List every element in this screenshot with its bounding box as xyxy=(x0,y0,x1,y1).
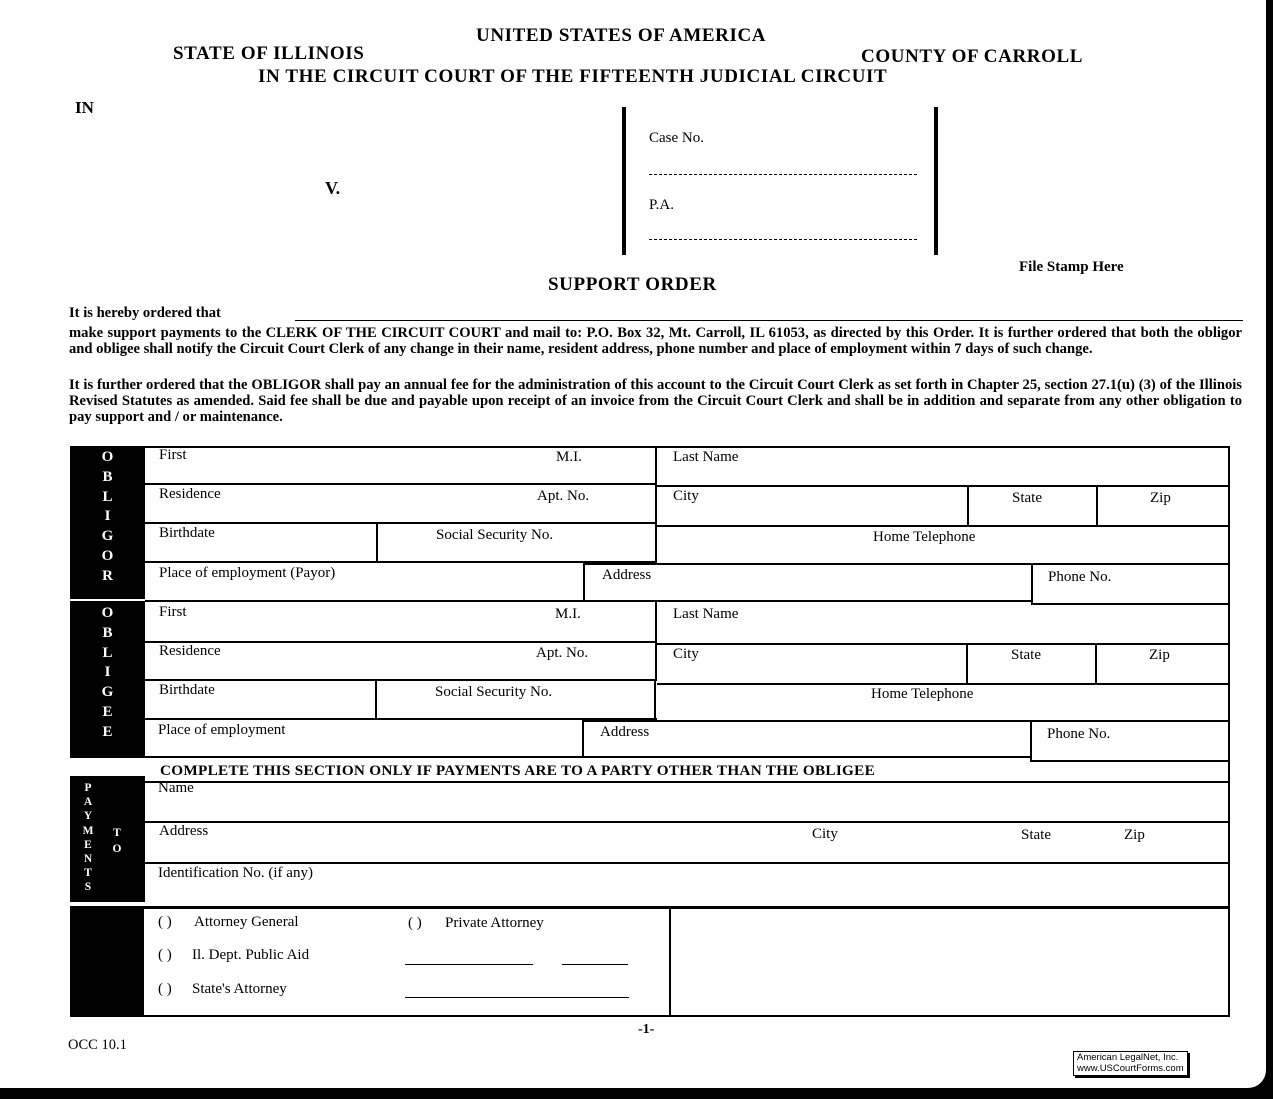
obligee-address-label: Address xyxy=(600,724,650,740)
attorney-name-line[interactable] xyxy=(405,964,533,965)
obligee-phone-label: Phone No. xyxy=(1047,726,1111,742)
payments-side-letter: P xyxy=(84,782,92,794)
obligee-ssn-label: Social Security No. xyxy=(435,684,553,700)
obligee-residence-label: Residence xyxy=(159,643,221,659)
to-side-letter: T xyxy=(113,827,121,839)
publisher-badge xyxy=(1073,1051,1188,1076)
obligee-last-name-label: Last Name xyxy=(673,606,739,622)
attorney-number-line[interactable] xyxy=(562,964,628,965)
obligor-apt-label: Apt. No. xyxy=(537,488,590,504)
obligee-divider xyxy=(966,643,968,685)
obligee-side-letter: E xyxy=(102,723,113,740)
obligor-zip-label: Zip xyxy=(1150,490,1171,506)
obligee-side-letter: O xyxy=(101,605,114,621)
public-aid-label: Il. Dept. Public Aid xyxy=(192,947,310,963)
attorney-general-checkbox[interactable]: ( ) xyxy=(158,914,172,930)
obligor-ssn-label: Social Security No. xyxy=(436,527,554,543)
case-box-left-rule xyxy=(622,107,626,255)
obligee-side-letter: E xyxy=(102,703,113,720)
obligor-residence-label: Residence xyxy=(159,486,221,502)
obligor-rule xyxy=(1031,603,1229,605)
payments-side-letter: N xyxy=(83,853,93,866)
file-stamp-label: File Stamp Here xyxy=(1019,259,1124,275)
obligee-rule xyxy=(657,683,1229,685)
obligor-divider xyxy=(376,522,378,562)
obligee-employment-label: Place of employment xyxy=(158,722,286,738)
ordered-that-text: It is hereby ordered that xyxy=(69,305,221,321)
obligee-birthdate-label: Birthdate xyxy=(159,682,215,698)
obligor-address-label: Address xyxy=(602,567,652,583)
obligor-side-letter: L xyxy=(102,488,113,505)
pa-label: P.A. xyxy=(649,197,675,213)
obligee-divider xyxy=(654,679,656,722)
ordered-party-field[interactable] xyxy=(295,320,1243,321)
obligee-divider xyxy=(655,601,657,681)
obligor-divider xyxy=(1031,563,1033,605)
obligor-divider xyxy=(967,485,969,527)
obligee-rule xyxy=(145,718,657,720)
payee-city-label: City xyxy=(812,826,838,842)
obligor-rule xyxy=(145,600,1033,602)
private-attorney-label: Private Attorney xyxy=(445,915,544,931)
obligee-home-tel-label: Home Telephone xyxy=(871,686,974,702)
attorney-signature-line[interactable] xyxy=(405,997,629,998)
versus-label: V. xyxy=(325,178,341,198)
obligor-home-tel-label: Home Telephone xyxy=(873,529,976,545)
attorney-bottom-rule xyxy=(70,1015,1229,1017)
obligee-rule xyxy=(145,641,655,643)
publisher-website: www.USCourtForms.com xyxy=(1077,1062,1184,1074)
obligee-rule xyxy=(1030,760,1229,762)
payment-instructions: make support payments to the CLERK OF THE CIRCUIT COURT and mail to: P.O. Box 32, Mt. Carroll, IL 61053, as directed by this Order. It is further ordered that both the obligor and obligee shall notify the Circuit Court Clerk of any change in their name, resident address, phone number and place of employment within 7 days of such change. xyxy=(69,325,1242,358)
case-box-right-rule xyxy=(934,107,938,255)
payments-side-letter: T xyxy=(84,867,92,880)
to-side-letter: O xyxy=(112,843,122,855)
obligee-divider xyxy=(582,718,584,758)
pa-field[interactable] xyxy=(649,239,917,240)
obligor-side-label xyxy=(70,448,145,587)
case-no-field[interactable] xyxy=(649,174,917,175)
county-heading: COUNTY OF CARROLL xyxy=(861,46,1084,67)
obligor-employment-label: Place of employment (Payor) xyxy=(159,565,336,581)
obligee-city-label: City xyxy=(673,646,699,662)
payee-zip-label: Zip xyxy=(1124,827,1145,843)
obligee-side-label xyxy=(70,604,145,743)
payments-side-letter: Y xyxy=(83,810,93,823)
obligor-side-letter: R xyxy=(102,567,113,584)
obligor-top-rule xyxy=(145,446,1229,448)
document-title: SUPPORT ORDER xyxy=(548,274,717,295)
obligee-divider xyxy=(1095,643,1097,685)
payments-side-letter: S xyxy=(84,881,92,894)
case-no-label: Case No. xyxy=(649,130,704,146)
payments-side-letter: A xyxy=(83,796,93,809)
obligor-side-letter: B xyxy=(102,468,113,485)
attorney-general-label: Attorney General xyxy=(194,914,299,930)
obligor-rule xyxy=(145,522,657,524)
obligor-side-letter: O xyxy=(101,449,114,465)
obligor-rule xyxy=(583,563,1229,565)
payments-rule xyxy=(145,862,1229,864)
obligor-last-name-label: Last Name xyxy=(673,449,739,465)
payee-name-label: Name xyxy=(158,780,194,796)
obligor-phone-label: Phone No. xyxy=(1048,569,1112,585)
obligee-rule xyxy=(582,720,1229,722)
obligee-zip-label: Zip xyxy=(1149,647,1170,663)
payments-side-letter: E xyxy=(84,838,92,851)
payments-notice: COMPLETE THIS SECTION ONLY IF PAYMENTS ARE TO A PARTY OTHER THAN THE OBLIGEE xyxy=(160,762,876,779)
obligor-first-label: First xyxy=(159,447,187,463)
states-attorney-checkbox[interactable]: ( ) xyxy=(158,981,172,997)
payee-state-label: State xyxy=(1021,827,1051,843)
obligor-divider xyxy=(1096,485,1098,527)
obligor-birthdate-label: Birthdate xyxy=(159,525,215,541)
states-attorney-label: State's Attorney xyxy=(192,981,287,997)
obligee-first-label: First xyxy=(159,604,187,620)
obligee-divider xyxy=(375,679,377,719)
court-heading: IN THE CIRCUIT COURT OF THE FIFTEENTH JUDICIAL CIRCUIT xyxy=(258,66,888,87)
obligee-side-letter: L xyxy=(102,644,113,661)
form-right-edge xyxy=(1228,446,1230,1017)
obligor-city-label: City xyxy=(673,488,699,504)
annual-fee-paragraph: It is further ordered that the OBLIGOR shall pay an annual fee for the administration of this account to the Circuit Court Clerk as set forth in Chapter 25, section 27.1(u) (3) of the Illinois Revised Statutes as amended. Said fee shall be due and payable upon receipt of an invoice from the Circuit Court Clerk and shall be in addition and separate from any other obligation to pay support and / or maintenance. xyxy=(69,377,1242,426)
obligor-rule xyxy=(657,525,1229,527)
private-attorney-checkbox[interactable]: ( ) xyxy=(408,915,422,931)
page-number: -1- xyxy=(638,1022,655,1037)
form-number: OCC 10.1 xyxy=(68,1037,127,1053)
obligor-divider xyxy=(655,522,657,565)
attorney-divider xyxy=(669,908,671,1016)
obligor-mi-label: M.I. xyxy=(556,449,582,465)
obligee-rule xyxy=(70,756,1032,758)
payments-side-label xyxy=(76,781,100,895)
publisher-name: American LegalNet, Inc. xyxy=(1077,1052,1179,1063)
payee-address-label: Address xyxy=(159,823,209,839)
payee-id-label: Identification No. (if any) xyxy=(158,865,313,881)
obligor-side-letter: G xyxy=(101,528,114,545)
country-heading: UNITED STATES OF AMERICA xyxy=(476,25,767,46)
payments-side-letter: M xyxy=(82,824,94,837)
attorney-side-bar xyxy=(70,908,144,1016)
obligor-side-letter: O xyxy=(101,547,114,564)
in-label: IN xyxy=(75,98,94,117)
obligor-rule xyxy=(657,485,1229,487)
obligor-rule xyxy=(145,483,655,485)
to-side-label xyxy=(105,825,129,857)
obligee-side-letter: G xyxy=(101,684,114,701)
obligee-state-label: State xyxy=(1011,647,1041,663)
obligee-side-letter: B xyxy=(102,624,113,641)
obligor-divider xyxy=(583,561,585,601)
obligee-apt-label: Apt. No. xyxy=(536,645,589,661)
obligor-side-letter: I xyxy=(104,508,111,525)
payments-rule xyxy=(145,781,1229,783)
payments-rule xyxy=(145,821,1229,823)
obligee-rule xyxy=(657,643,1229,645)
payments-bottom-rule xyxy=(70,906,1229,909)
public-aid-checkbox[interactable]: ( ) xyxy=(158,947,172,963)
obligee-mi-label: M.I. xyxy=(555,606,581,622)
obligee-rule xyxy=(145,679,657,681)
obligee-side-letter: I xyxy=(104,664,111,681)
obligor-state-label: State xyxy=(1012,490,1042,506)
obligor-rule xyxy=(145,561,657,563)
state-heading: STATE OF ILLINOIS xyxy=(173,43,365,64)
